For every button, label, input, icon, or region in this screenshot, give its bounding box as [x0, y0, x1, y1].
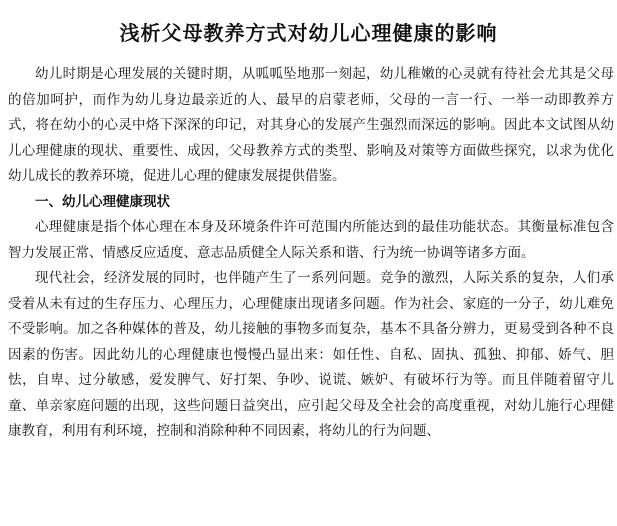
section-paragraph-1: 心理健康是指个体心理在本身及环境条件许可范围内所能达到的最佳功能状态。其衡量标准包含智力发展正常、情感反应适度、意志品质健全人际关系和谐、行为统一协调等诸多方面。 — [8, 219, 614, 261]
section-paragraph-2: 现代社会，经济发展的同时，也伴随产生了一系列问题。竞争的激烈，人际关系的复杂，人们承受着从未有过的生存压力、心理压力，心理健康出现诸多问题。作为社会、家庭的一分子，幼儿难免不受影响。加之各种媒体的普及，幼儿接触的事物多而复杂，基本不具备分辨力，更易受到各种不良因素的伤害。因此幼儿的心理健康也慢慢凸显出来：如任性、自私、固执、孤独、抑郁、娇气、胆怯，自卑、过分敏感，爱发脾气、好打架、争吵、说谎、嫉妒、有破坏行为等。而且伴随着留守儿童、单亲家庭问题的出现，这些问题日益突出，应引起父母及全社会的高度重视，对幼儿施行心理健康教育，利用有利环境，控制和消除种种不同因素，将幼儿的行为问题、 — [8, 270, 614, 439]
document-body — [8, 62, 614, 445]
intro-paragraph: 幼儿时期是心理发展的关键时期，从呱呱坠地那一刻起，幼儿稚嫩的心灵就有待社会尤其是父母的倍加呵护，而作为幼儿身边最亲近的人、最早的启蒙老师，父母的一言一行、一举一动即教养方式，将在幼小的心灵中烙下深深的印记，对其身心的发展产生强烈而深远的影响。因此本文试图从幼儿心理健康的现状、重要性、成因，父母教养方式的类型、影响及对策等方面做些探究，以求为优化幼儿成长的教养环境，促进儿心理的健康发展提供借鉴。 — [8, 66, 614, 184]
document-title: 浅析父母教养方式对幼儿心理健康的影响 — [119, 21, 498, 46]
section-heading: 一、幼儿心理健康现状 — [35, 193, 170, 210]
